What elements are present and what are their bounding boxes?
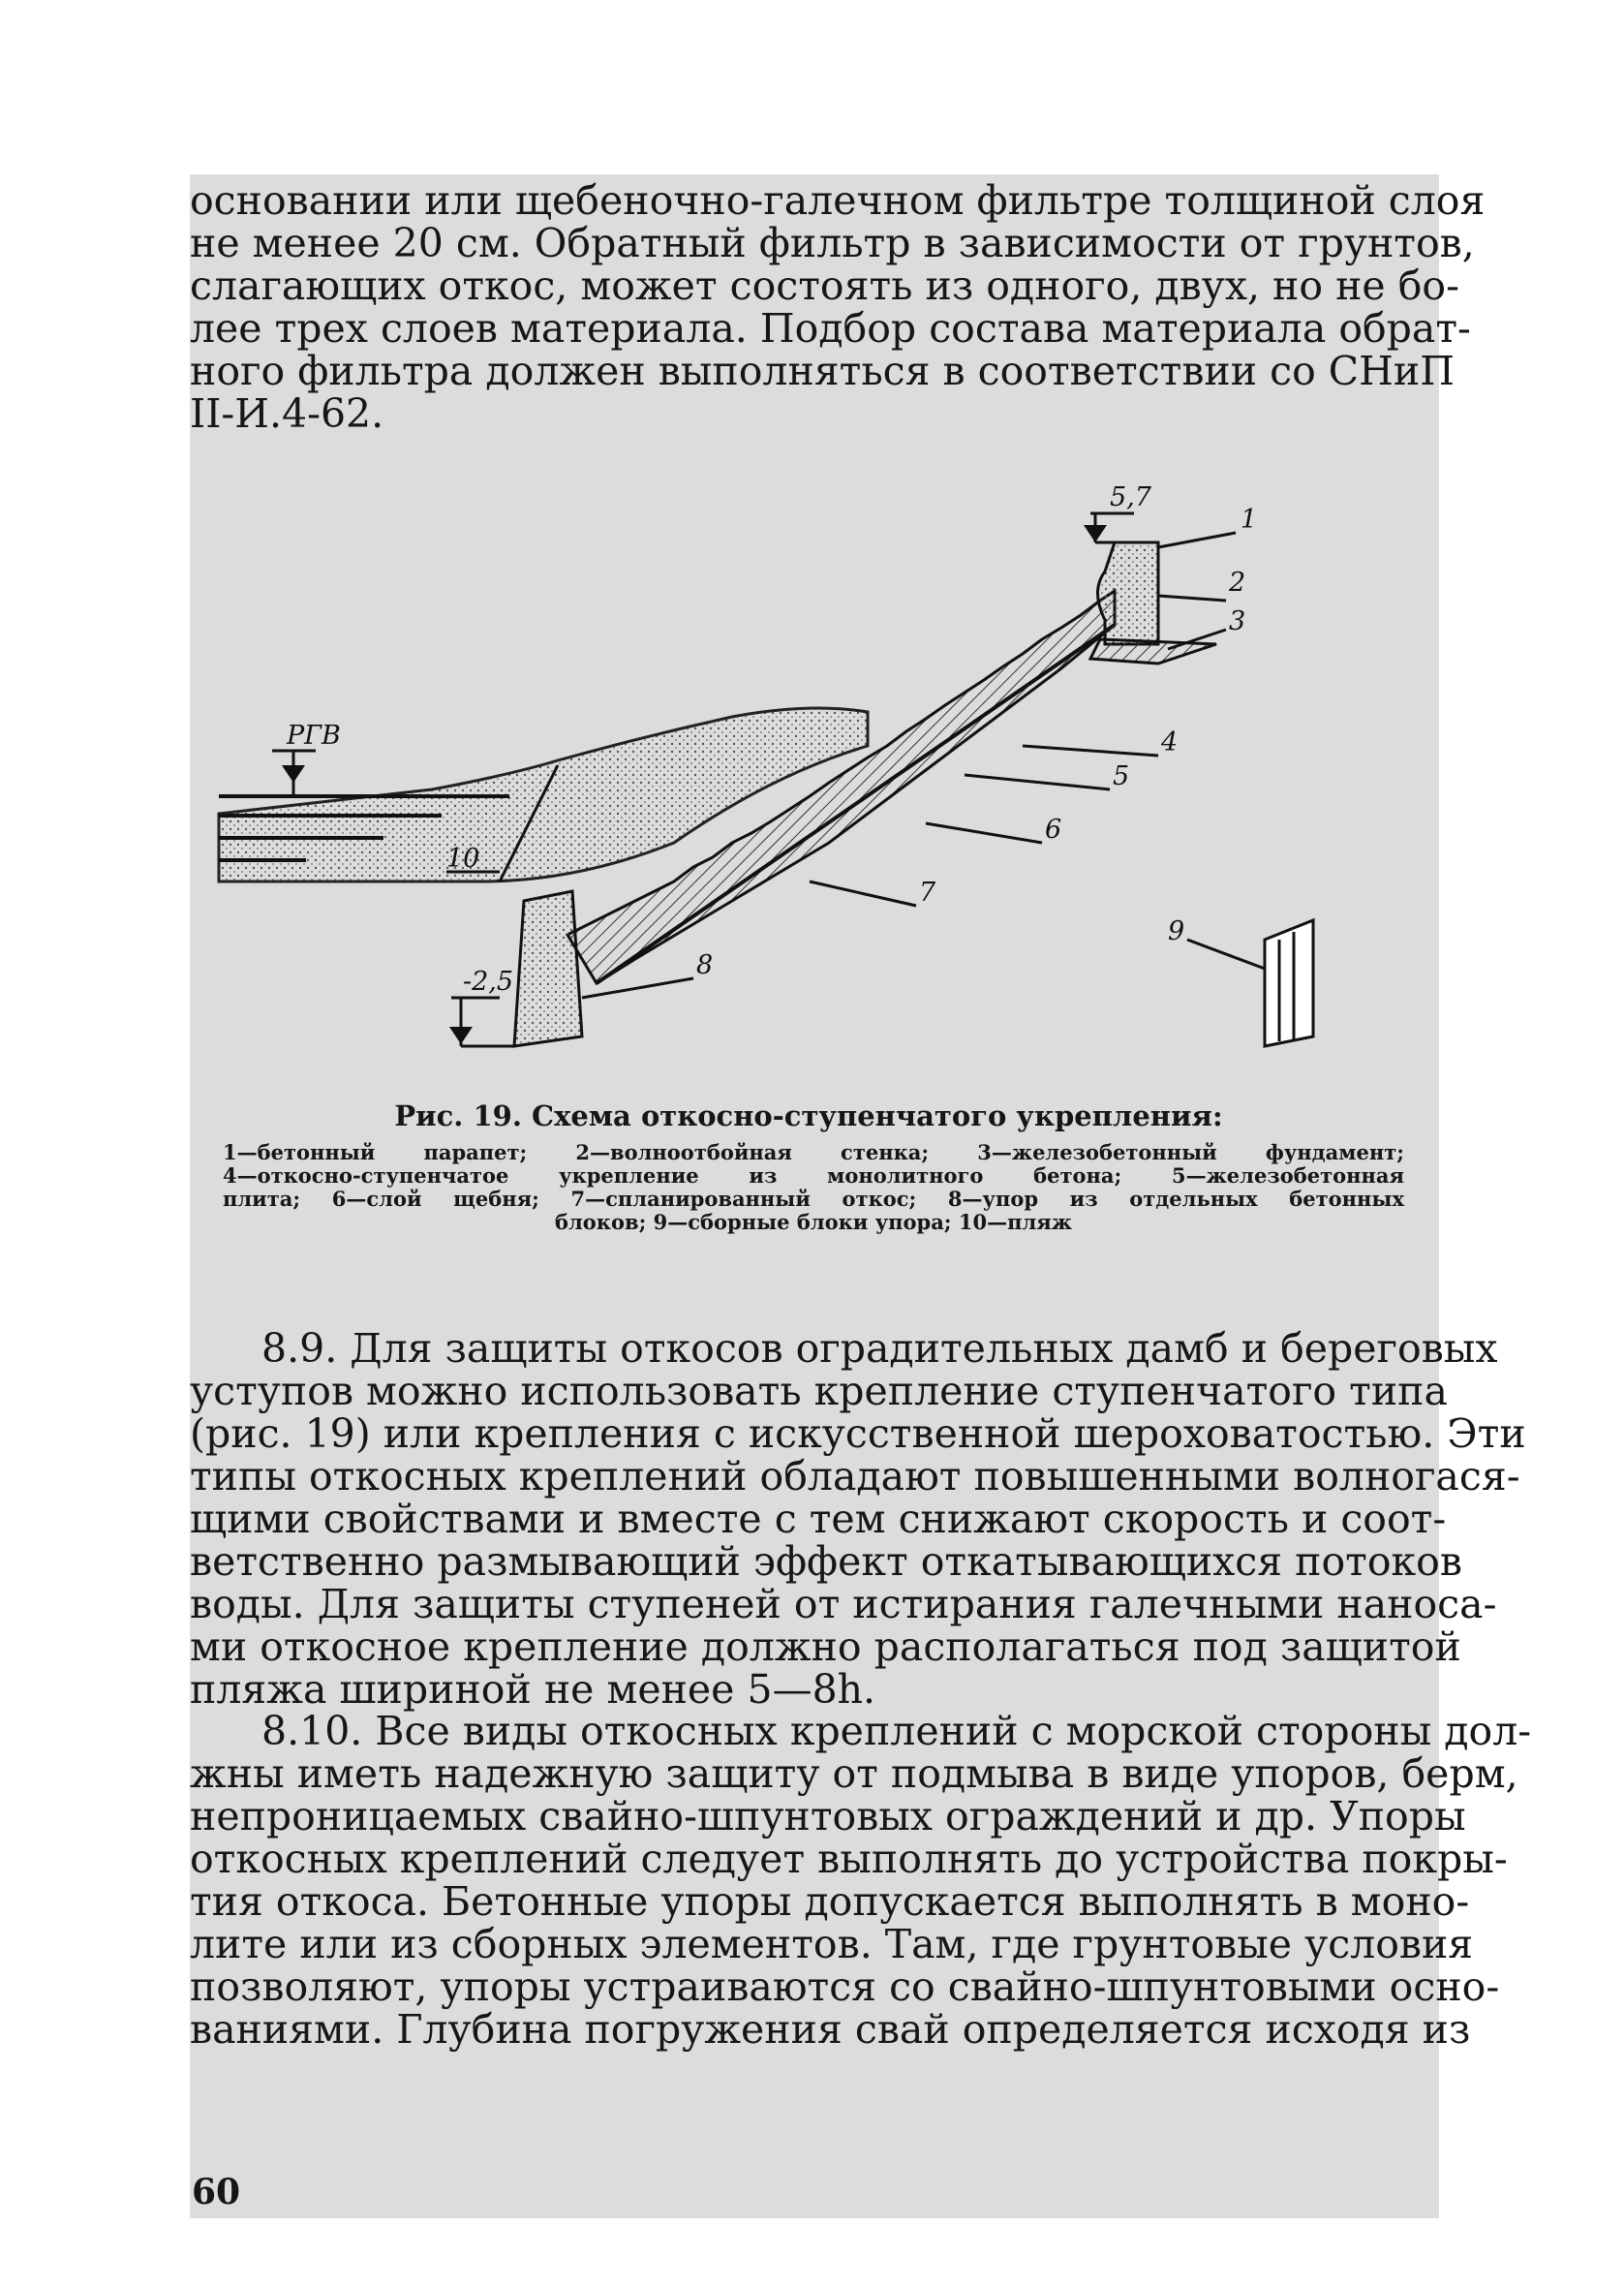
- foundation: [1090, 639, 1216, 664]
- slope-protection-diagram: [190, 455, 1439, 1095]
- text-line: слагающих откос, может состоять из одного, двух, но не бо-: [190, 263, 1459, 309]
- top-elevation-label: 5,7: [1110, 482, 1151, 512]
- text-line: откосных креплений следует выполнять до устройства покры-: [190, 1836, 1508, 1882]
- text-line: лее трех слоев материала. Подбор состава материала обрат-: [190, 305, 1471, 352]
- label-1: 1: [1241, 505, 1258, 535]
- text-line: пляжа шириной не менее 5—8h.: [190, 1666, 876, 1713]
- figure-caption-title: Рис. 19. Схема откосно-ступенчатого укрепления:: [394, 1099, 1223, 1132]
- precast-blocks: [1265, 920, 1313, 1046]
- text-line: уступов можно использовать крепление ступенчатого типа: [190, 1368, 1448, 1414]
- caption-line: 1—бетонный парапет; 2—волноотбойная стенка; 3—железобетонный фундамент;: [223, 1140, 1404, 1164]
- label-9: 9: [1168, 916, 1185, 946]
- text-line: воды. Для защиты ступеней от истирания галечными наноса-: [190, 1581, 1497, 1627]
- text-line: 8.9. Для защиты откосов оградительных дамб и береговых: [261, 1325, 1498, 1372]
- parapet-wall: [1098, 542, 1159, 644]
- label-2: 2: [1229, 568, 1246, 598]
- paragraph-8-10: [190, 1708, 1532, 2053]
- bottom-elevation-label: -2,5: [463, 967, 514, 997]
- label-8: 8: [696, 950, 714, 980]
- text-line: II-И.4-62.: [190, 390, 384, 437]
- page-number: 60: [192, 2172, 241, 2212]
- label-4: 4: [1161, 727, 1179, 758]
- water-level-label: РГВ: [287, 721, 341, 751]
- label-5: 5: [1113, 761, 1130, 791]
- label-6: 6: [1045, 815, 1062, 845]
- text-line: типы откосных креплений обладают повышенными волногася-: [190, 1453, 1520, 1500]
- text-line: жны иметь надежную защиту от подмыва в виде упоров, берм,: [190, 1750, 1518, 1797]
- text-line: 8.10. Все виды откосных креплений с морской стороны дол-: [261, 1708, 1532, 1754]
- text-line: позволяют, упоры устраиваются со свайно-шпунтовыми осно-: [190, 1963, 1500, 2010]
- paragraph-8-9: [190, 1325, 1526, 1713]
- text-line: не менее 20 см. Обратный фильтр в зависимости от грунтов,: [190, 220, 1475, 266]
- toe-block: [514, 891, 582, 1046]
- top-elevation-marker: [1084, 482, 1158, 542]
- label-7: 7: [919, 878, 936, 908]
- text-line: ного фильтра должен выполняться в соответствии со СНиП: [190, 348, 1455, 394]
- text-line: ми откосное крепление должно располагаться под защитой: [190, 1623, 1461, 1670]
- text-line: ветственно размывающий эффект откатывающихся потоков: [190, 1538, 1462, 1585]
- text-line: основании или щебеночно-галечном фильтре толщиной слоя: [190, 177, 1486, 224]
- bottom-elevation-marker: [449, 967, 514, 1046]
- text-line: тия откоса. Бетонные упоры допускается выполнять в моно-: [190, 1878, 1470, 1925]
- label-10: 10: [446, 844, 480, 874]
- text-line: лите или из сборных элементов. Там, где грунтовые условия: [190, 1921, 1474, 1967]
- figure-19: [190, 455, 1439, 1095]
- caption-line: 4—откосно-ступенчатое укрепление из монолитного бетона; 5—железобетонная: [223, 1163, 1404, 1188]
- caption-line: блоков; 9—сборные блоки упора; 10—пляж: [554, 1210, 1072, 1234]
- caption-line: плита; 6—слой щебня; 7—спланированный откос; 8—упор из отдельных бетонных: [223, 1187, 1404, 1211]
- label-3: 3: [1229, 606, 1246, 636]
- top-paragraph: [190, 177, 1486, 437]
- water-level-marker: [272, 721, 341, 794]
- text-line: ваниями. Глубина погружения свай определяется исходя из: [190, 2006, 1471, 2053]
- text-line: непроницаемых свайно-шпунтовых ограждений и др. Упоры: [190, 1793, 1466, 1840]
- text-line: щими свойствами и вместе с тем снижают скорость и соот-: [190, 1496, 1447, 1542]
- text-line: (рис. 19) или крепления с искусственной шероховатостью. Эти: [190, 1410, 1526, 1457]
- figure-caption-legend: [223, 1141, 1404, 1234]
